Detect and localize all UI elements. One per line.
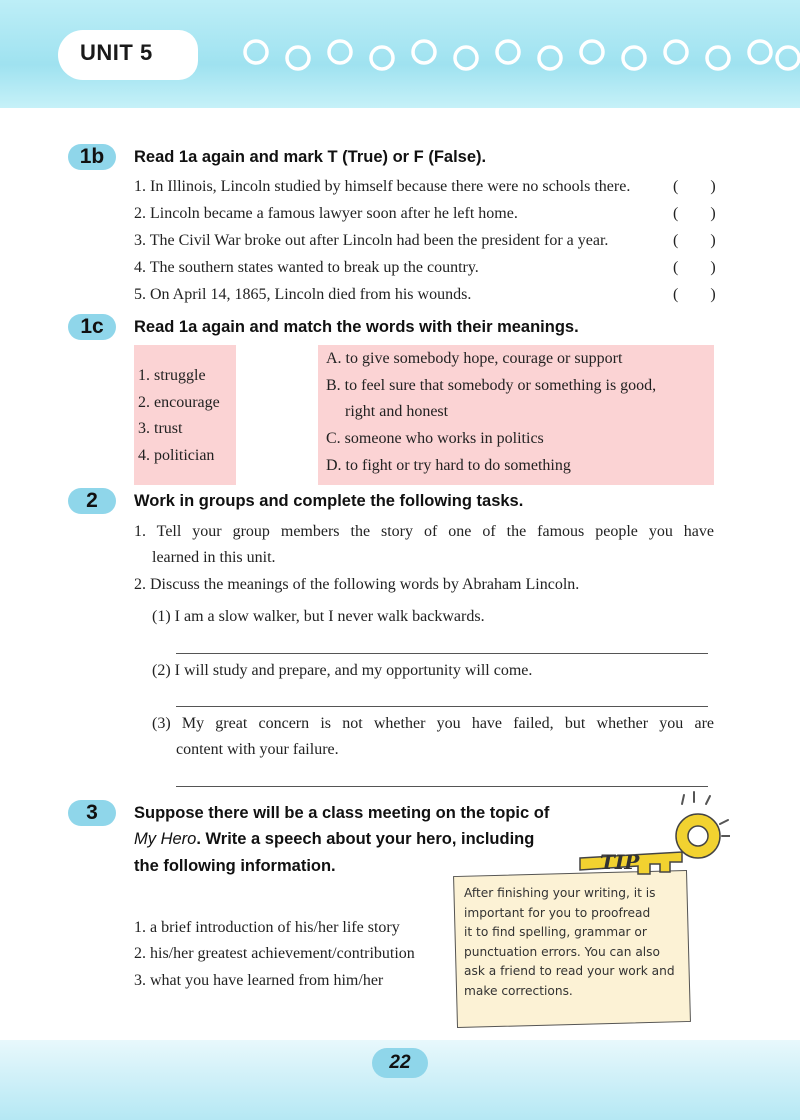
tip-line: After finishing your writing, it is <box>464 886 656 900</box>
tip-line: important for you to proofread <box>464 905 651 920</box>
tf-item: 2. Lincoln became a famous lawyer soon after he left home. <box>134 205 518 222</box>
tip-text <box>464 884 684 1001</box>
match-meaning: D. to fight or try hard to do something <box>326 457 571 474</box>
match-meaning: right and honest <box>345 403 449 420</box>
task-1-continued: learned in this unit. <box>152 549 276 566</box>
speech-item: 3. what you have learned from him/her <box>134 972 384 989</box>
section-badge-3: 3 <box>68 800 116 826</box>
section-badge-1b: 1b <box>68 144 116 170</box>
key-icon <box>570 790 730 885</box>
tf-item: 1. In Illinois, Lincoln studied by himself because there were no schools there. <box>134 178 631 195</box>
tip-label: TIP <box>600 850 640 874</box>
answer-line-1[interactable] <box>176 653 708 654</box>
answer-parens[interactable]: ( ) <box>673 232 716 249</box>
match-word: 2. encourage <box>138 394 220 411</box>
section-badge-2: 2 <box>68 488 116 514</box>
match-meaning: C. someone who works in politics <box>326 430 544 447</box>
answer-parens[interactable]: ( ) <box>673 178 716 195</box>
match-meaning: A. to give somebody hope, courage or support <box>326 350 623 367</box>
topic-my-hero: My Hero <box>134 830 197 848</box>
quote-2: (2) I will study and prepare, and my opportunity will come. <box>152 662 533 679</box>
answer-parens[interactable]: ( ) <box>673 205 716 222</box>
unit-title: UNIT 5 <box>80 40 153 65</box>
tip-line: punctuation errors. You can also <box>464 944 660 959</box>
task-2: 2. Discuss the meanings of the following words by Abraham Lincoln. <box>134 576 580 593</box>
answer-line-2[interactable] <box>176 706 708 707</box>
section-title-1c: Read 1a again and match the words with their meanings. <box>134 318 579 336</box>
answer-line-3[interactable] <box>176 786 708 787</box>
section-title-3-line1: Suppose there will be a class meeting on the topic of <box>134 804 550 822</box>
quote-3-continued: content with your failure. <box>176 741 339 758</box>
answer-parens[interactable]: ( ) <box>673 286 716 303</box>
tip-line: ask a friend to read your work and <box>464 964 675 978</box>
section-title-3-line2 <box>134 830 534 849</box>
section-title-1b: Read 1a again and mark T (True) or F (False). <box>134 148 487 166</box>
speech-item: 2. his/her greatest achievement/contribution <box>134 945 415 962</box>
tf-item: 3. The Civil War broke out after Lincoln had been the president for a year. <box>134 232 609 249</box>
speech-item: 1. a brief introduction of his/her life story <box>134 919 400 936</box>
answer-parens[interactable]: ( ) <box>673 259 716 276</box>
match-word: 4. politician <box>138 447 215 464</box>
match-word: 1. struggle <box>138 367 206 384</box>
quote-3: (3) My great concern is not whether you have failed, but whether you are <box>152 715 714 732</box>
page-number: 22 <box>372 1048 428 1078</box>
tf-item: 5. On April 14, 1865, Lincoln died from his wounds. <box>134 286 472 303</box>
section-title-3-line3: the following information. <box>134 857 336 875</box>
tf-item: 4. The southern states wanted to break up the country. <box>134 259 479 276</box>
quote-1: (1) I am a slow walker, but I never walk backwards. <box>152 608 485 625</box>
match-word: 3. trust <box>138 420 183 437</box>
section-badge-1c: 1c <box>68 314 116 340</box>
tip-line: it to find spelling, grammar or <box>464 925 647 939</box>
title-rest: . Write a speech about your hero, including <box>196 830 535 848</box>
section-title-2: Work in groups and complete the following tasks. <box>134 492 524 510</box>
task-1: 1. Tell your group members the story of one of the famous people you have <box>134 523 714 540</box>
decorative-rings <box>240 36 800 76</box>
tip-line: make corrections. <box>464 983 573 998</box>
match-meaning: B. to feel sure that somebody or something is good, <box>326 377 657 394</box>
